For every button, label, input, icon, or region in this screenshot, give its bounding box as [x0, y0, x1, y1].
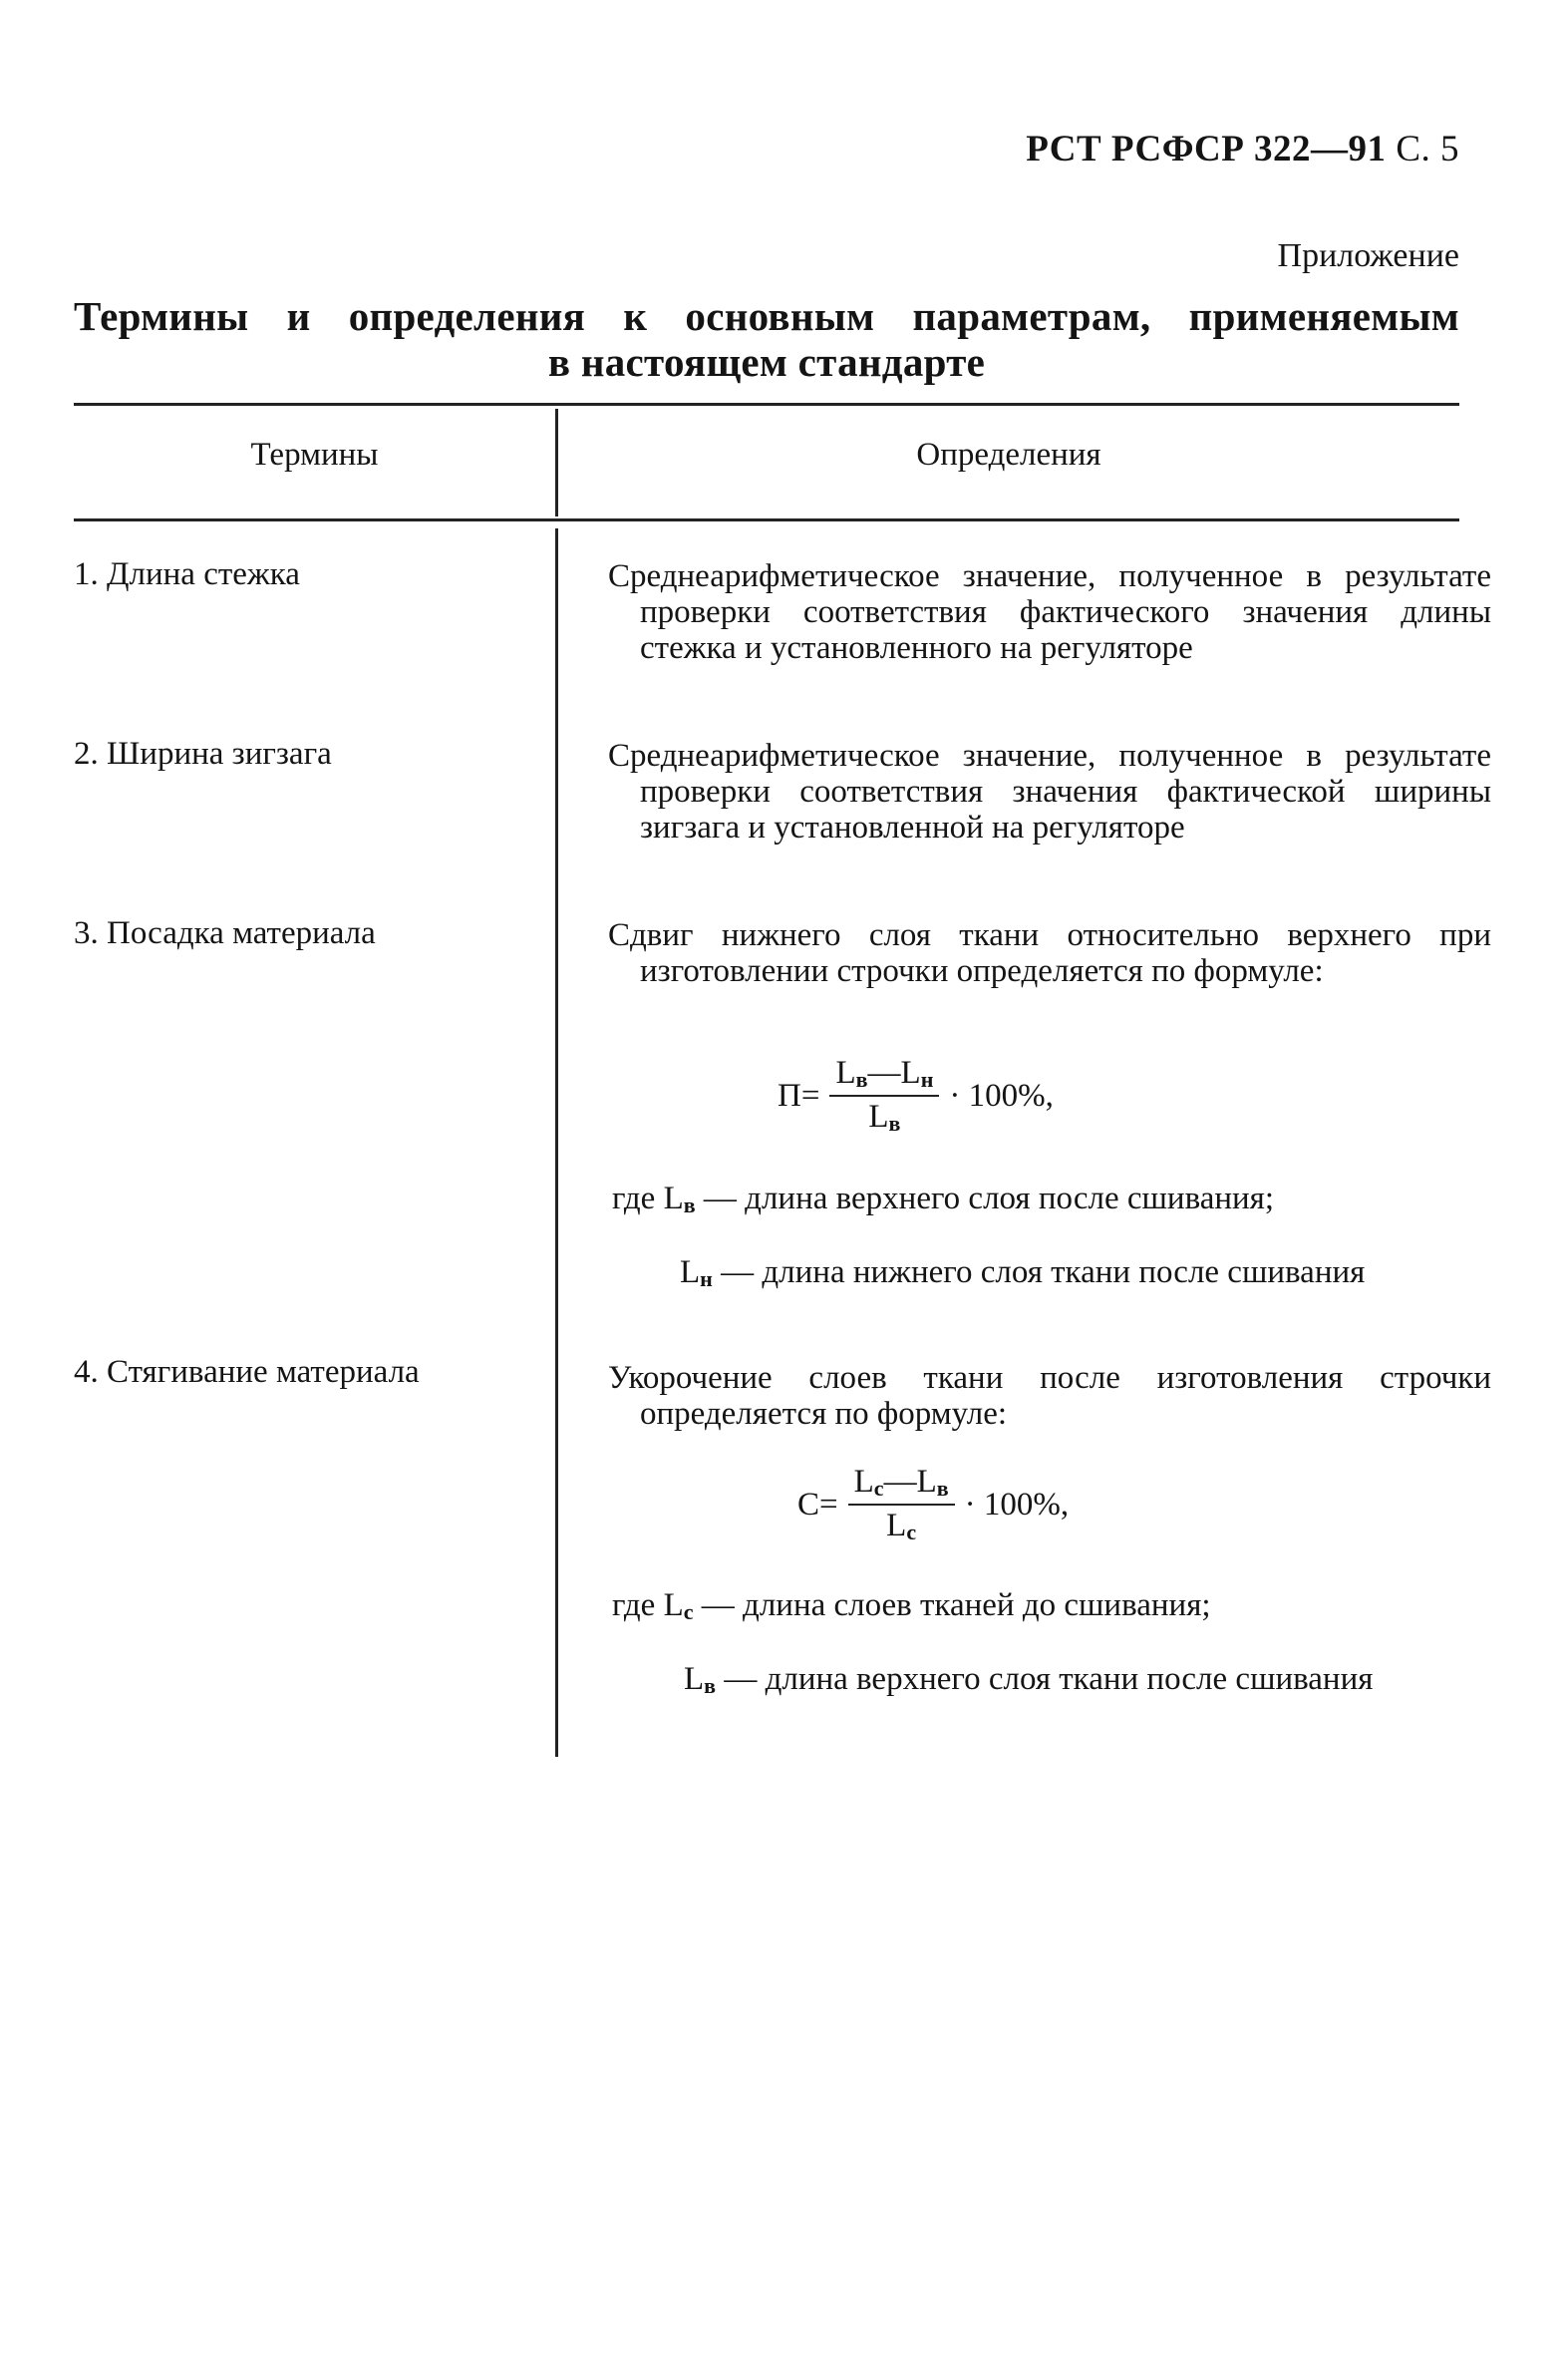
column-header-terms: Термины: [250, 437, 379, 473]
where-text: — длина верхнего слоя ткани после сшивания: [724, 1661, 1374, 1697]
subscript: в: [683, 1192, 696, 1217]
subscript: с: [683, 1599, 694, 1624]
where-line-3: [612, 1587, 1211, 1625]
term-2: 2. Ширина зигзага: [74, 736, 332, 772]
definition-1: Среднеарифметическое значение, полученное в результате проверки соответствия фактического значения длины стежка и установленного на регуляторе: [608, 558, 1491, 666]
definition-4: Укорочение слоев ткани после изготовления строчки определяется по формуле:: [608, 1360, 1491, 1432]
subscript: в: [704, 1673, 717, 1698]
symbol-l: L: [680, 1254, 701, 1290]
where-line-2: [680, 1254, 1509, 1297]
standard-code: РСТ РСФСР 322—91: [1026, 129, 1387, 170]
column-header-definitions: Определения: [916, 437, 1101, 473]
fraction: [829, 1055, 939, 1137]
subscript: в: [855, 1067, 868, 1092]
formula-tail: · 100%,: [949, 1077, 1054, 1114]
subscript: в: [888, 1111, 901, 1136]
where-line-4: [684, 1661, 1509, 1704]
symbol-l: L: [835, 1055, 856, 1091]
appendix-label: Приложение: [1277, 237, 1459, 274]
fraction-denominator: [868, 1097, 900, 1137]
title-line-1: Термины и определения к основным параметрам, применяемым: [74, 293, 1459, 339]
term-4: 4. Стягивание материала: [74, 1354, 420, 1390]
title-line-2: в настоящем стандарте: [547, 338, 986, 385]
table-header-rule: [74, 518, 1459, 521]
fraction-numerator: [829, 1055, 939, 1097]
definition-2: Среднеарифметическое значение, полученное в результате проверки соответствия значения фактической ширины зигзага и установленной на регуляторе: [608, 738, 1491, 846]
definition-3: Сдвиг нижнего слоя ткани относительно верхнего при изготовлении строчки определяется по формуле:: [608, 917, 1491, 989]
subscript: в: [936, 1476, 949, 1501]
symbol-l: L: [684, 1661, 705, 1697]
symbol-l: L: [853, 1464, 874, 1500]
column-divider: [555, 528, 558, 1757]
symbol-l: L: [916, 1464, 937, 1500]
symbol-l: L: [900, 1055, 921, 1091]
formula-shrinkage: [778, 1055, 1054, 1137]
where-line-1: [612, 1181, 1274, 1218]
subscript: н: [700, 1266, 713, 1291]
subscript: с: [873, 1476, 884, 1501]
term-1: 1. Длина стежка: [74, 556, 300, 592]
minus-sign: —: [883, 1464, 917, 1500]
subscript: н: [920, 1067, 934, 1092]
symbol-l: L: [663, 1587, 684, 1623]
where-prefix: где: [612, 1181, 656, 1216]
symbol-l: L: [663, 1181, 684, 1216]
where-prefix: где: [612, 1587, 656, 1623]
term-3: 3. Посадка материала: [74, 915, 376, 951]
minus-sign: —: [867, 1055, 901, 1091]
formula-contraction: [797, 1464, 1069, 1545]
where-text: — длина верхнего слоя после сшивания;: [703, 1181, 1275, 1216]
subscript: с: [906, 1520, 917, 1544]
where-text: — длина нижнего слоя ткани после сшивания: [721, 1254, 1366, 1290]
symbol-l: L: [868, 1099, 889, 1135]
symbol-l: L: [886, 1508, 907, 1543]
page-header: [1026, 128, 1459, 170]
fraction-denominator: [886, 1506, 916, 1545]
formula-tail: · 100%,: [964, 1486, 1070, 1523]
page-number: С. 5: [1396, 129, 1459, 170]
table-top-rule: [74, 403, 1459, 406]
fraction-numerator: [848, 1464, 955, 1506]
page-title: [74, 294, 1459, 386]
fraction: [848, 1464, 955, 1545]
formula-lhs: П=: [778, 1077, 820, 1114]
where-text: — длина слоев тканей до сшивания;: [701, 1587, 1211, 1623]
formula-lhs: С=: [797, 1486, 838, 1523]
